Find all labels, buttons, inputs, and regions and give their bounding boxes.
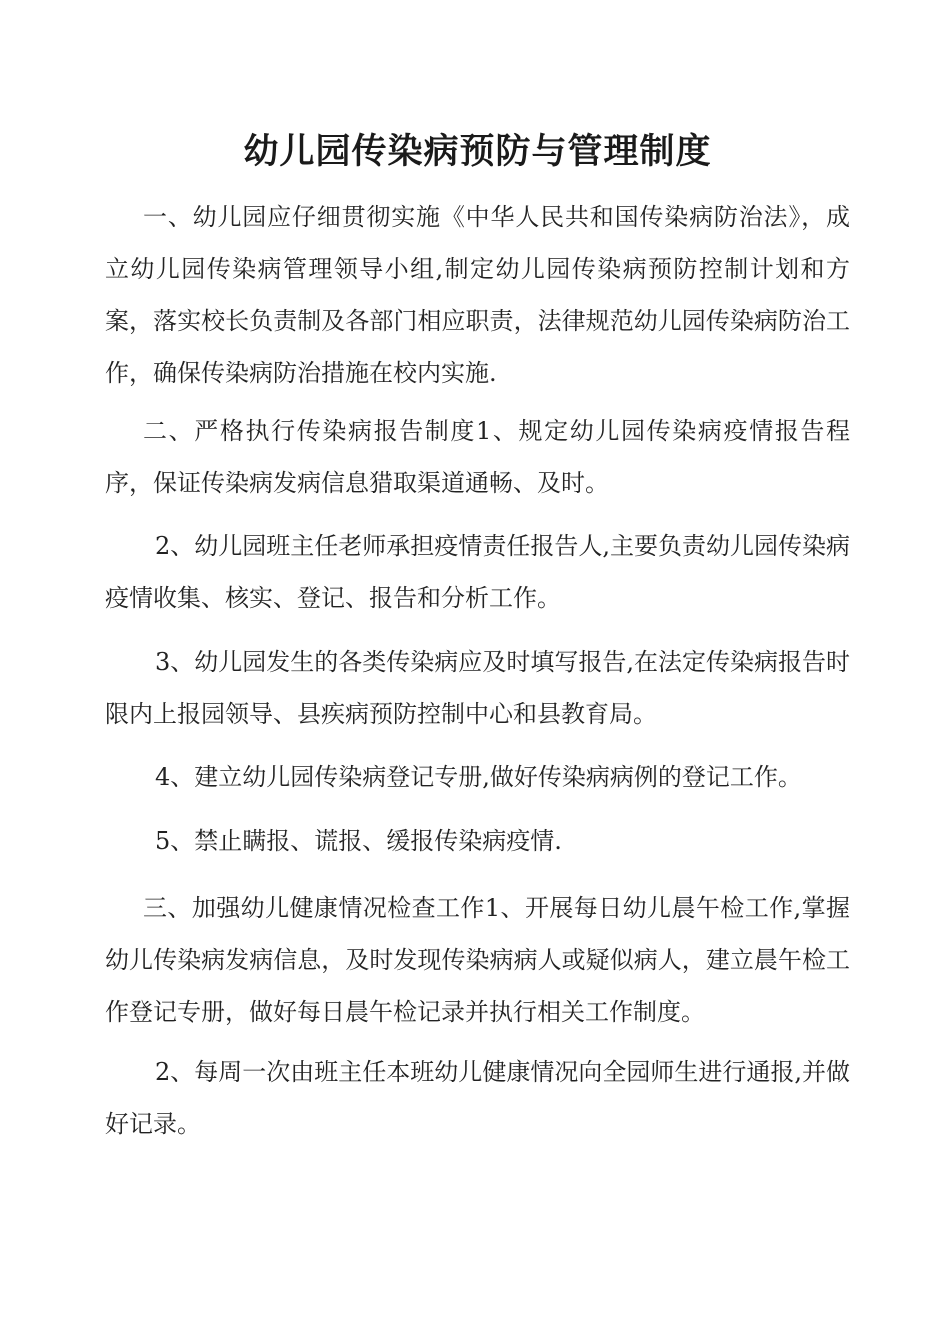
paragraph-4: 3、幼儿园发生的各类传染病应及时填写报告,在法定传染病报告时限内上报园领导、县疾病预防控制中心和县教育局。 [105,648,850,728]
paragraph-7: 三、加强幼儿健康情况检查工作1、开展每日幼儿晨午检工作,掌握幼儿传染病发病信息，及时发现传染病病人或疑似病人，建立晨午检工作登记专册，做好每日晨午检记录并执行相关工作制度。 [105,894,850,1026]
paragraph-5: 4、建立幼儿园传染病登记专册,做好传染病病例的登记工作。 [155,763,802,791]
paragraph-8: 2、每周一次由班主任本班幼儿健康情况向全园师生进行通报,并做好记录。 [105,1058,850,1138]
paragraph-1: 一、幼儿园应仔细贯彻实施《中华人民共和国传染病防治法》，成立幼儿园传染病管理领导小组,制定幼儿园传染病预防控制计划和方案，落实校长负责制及各部门相应职责，法律规范幼儿园传染病防治工作，确保传染病防治措施在校内实施. [105,203,850,387]
paragraph-3: 2、幼儿园班主任老师承担疫情责任报告人,主要负责幼儿园传染病疫情收集、核实、登记、报告和分析工作。 [105,532,850,612]
paragraph-6: 5、禁止瞒报、谎报、缓报传染病疫情. [155,827,562,855]
document-title: 幼儿园传染病预防与管理制度 [243,132,712,172]
paragraph-2: 二、严格执行传染病报告制度1、规定幼儿园传染病疫情报告程序，保证传染病发病信息猎取渠道通畅、及时。 [105,417,850,497]
